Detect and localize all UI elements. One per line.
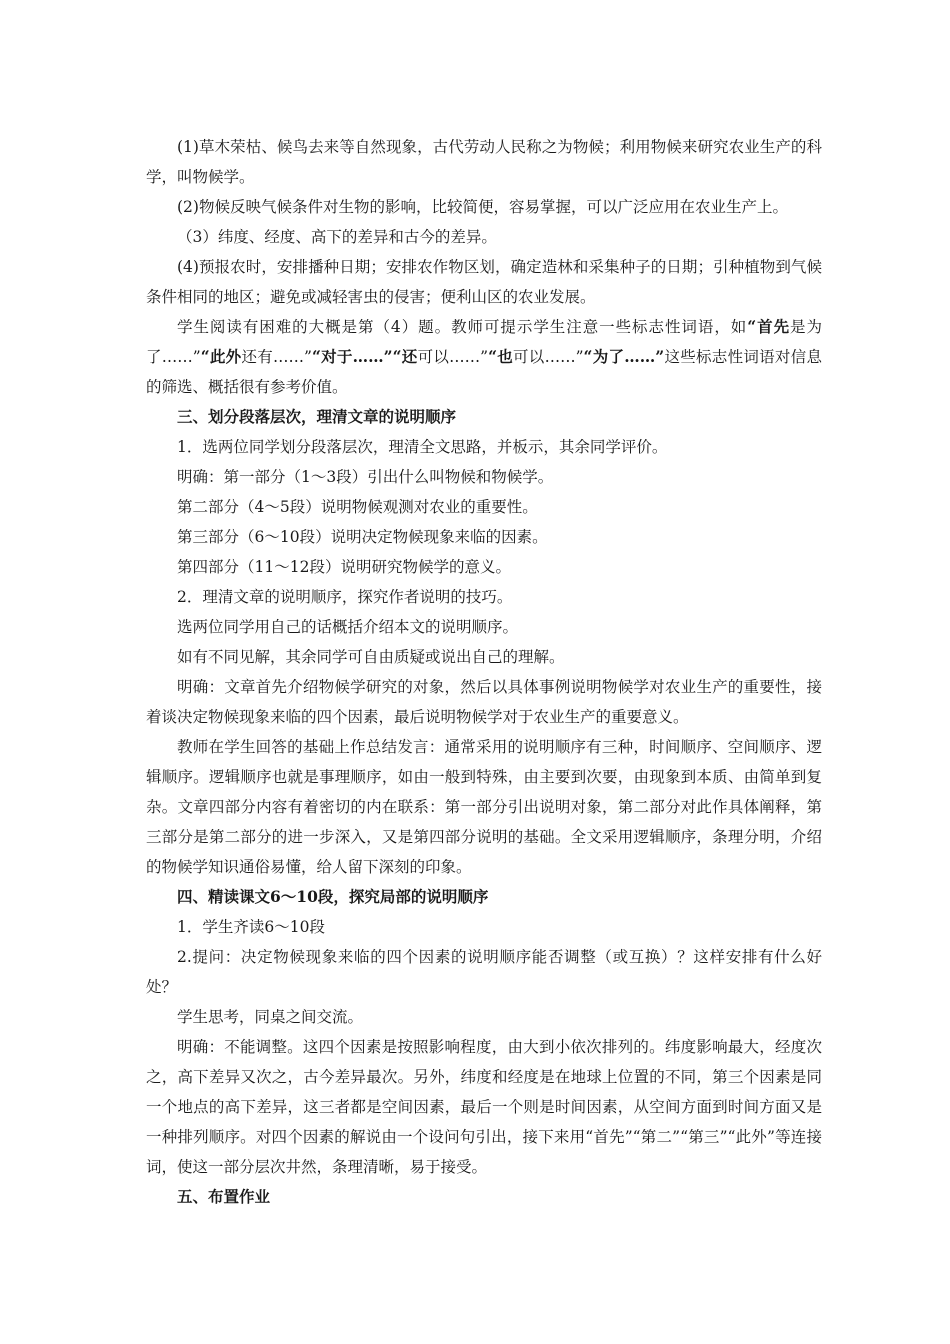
tip-text: 这些标志性词语对信息的筛选、概括很有参考价值。: [146, 348, 822, 396]
document-body: [146, 132, 822, 1212]
answer-3: （3）纬度、经度、高下的差异和古今的差异。: [177, 228, 497, 246]
signal-word-shouxian: “首先: [747, 317, 791, 336]
answer-1: (1)草木荣枯、候鸟去来等自然现象，古代劳动人民称之为物候；利用物候来研究农业生产的科学，叫物候学。: [146, 138, 822, 186]
section-heading-3: 三、划分段落层次，理清文章的说明顺序: [177, 407, 457, 426]
section3-paragraph: 如有不同见解，其余同学可自由质疑或说出自己的理解。: [177, 648, 565, 666]
section3-paragraph: 明确：文章首先介绍物候学研究的对象，然后以具体事例说明物候学对农业生产的重要性，接着谈决定物候现象来临的四个因素，最后说明物候学对于农业生产的重要意义。: [146, 678, 822, 726]
signal-word-duiyu: “对于……”: [311, 347, 393, 366]
tip-text: 可以……”: [417, 348, 489, 366]
section4-paragraph: 2.提问：决定物候现象来临的四个因素的说明顺序能否调整（或互换）？这样安排有什么好处？: [146, 948, 822, 996]
section-heading-4: 四、精读课文6～10段，探究局部的说明顺序: [177, 887, 489, 906]
section-heading-5: 五、布置作业: [177, 1187, 271, 1206]
section3-paragraph: 1．选两位同学划分段落层次，理清全文思路，并板示，其余同学评价。: [177, 438, 668, 456]
tip-text: 学生阅读有困难的大概是第（4）题。教师可提示学生注意一些标志性词语，如: [177, 318, 748, 336]
section4-paragraph: 明确：不能调整。这四个因素是按照影响程度，由大到小依次排列的。纬度影响最大，经度次之，高下差异又次之，古今差异最次。另外，纬度和经度是在地球上位置的不同，第三个因素是同一个地点的高下差异，这三者都是空间因素，最后一个则是时间因素，从空间方面到时间方面又是一种排列顺序。对四个因素的解说由一个设问句引出，接下来用“首先”“第二”“第三”“此外”等连接词，使这一部分层次井然，条理清晰，易于接受。: [146, 1038, 822, 1176]
signal-word-weile: “为了……”: [583, 347, 665, 366]
reading-tip-paragraph: [146, 312, 822, 402]
section4-paragraph: 1．学生齐读6～10段: [177, 918, 325, 936]
signal-word-ciwai: “此外: [200, 347, 242, 366]
tip-text: 可以……”: [513, 348, 584, 366]
section3-paragraph: 2．理清文章的说明顺序，探究作者说明的技巧。: [177, 588, 513, 606]
tip-text: 是为了……”: [146, 318, 822, 366]
tip-text: 还有……”: [241, 348, 312, 366]
section3-paragraph: 教师在学生回答的基础上作总结发言：通常采用的说明顺序有三种，时间顺序、空间顺序、逻辑顺序。逻辑顺序也就是事理顺序，如由一般到特殊，由主要到次要，由现象到本质、由简单到复杂。文章四部分内容有着密切的内在联系：第一部分引出说明对象，第二部分对此作具体阐释，第三部分是第二部分的进一步深入，又是第四部分说明的基础。全文采用逻辑顺序，条理分明，介绍的物候学知识通俗易懂，给人留下深刻的印象。: [146, 738, 822, 876]
section3-paragraph: 第三部分（6～10段）说明决定物候现象来临的因素。: [177, 528, 548, 546]
section3-paragraph: 选两位同学用自己的话概括介绍本文的说明顺序。: [177, 618, 519, 636]
signal-word-hai: “还: [392, 347, 418, 366]
answer-2: (2)物候反映气候条件对生物的影响，比较简便，容易掌握，可以广泛应用在农业生产上。: [177, 198, 788, 216]
section3-paragraph: 第四部分（11～12段）说明研究物候学的意义。: [177, 558, 511, 576]
section3-paragraph: 明确：第一部分（1～3段）引出什么叫物候和物候学。: [177, 468, 554, 486]
section4-paragraph: 学生思考，同桌之间交流。: [177, 1008, 364, 1026]
signal-word-ye: “也: [488, 347, 514, 366]
section3-paragraph: 第二部分（4～5段）说明物候观测对农业的重要性。: [177, 498, 538, 516]
answer-4: (4)预报农时，安排播种日期；安排农作物区划，确定造林和采集种子的日期；引种植物到气候条件相同的地区；避免或减轻害虫的侵害；便利山区的农业发展。: [146, 258, 822, 306]
